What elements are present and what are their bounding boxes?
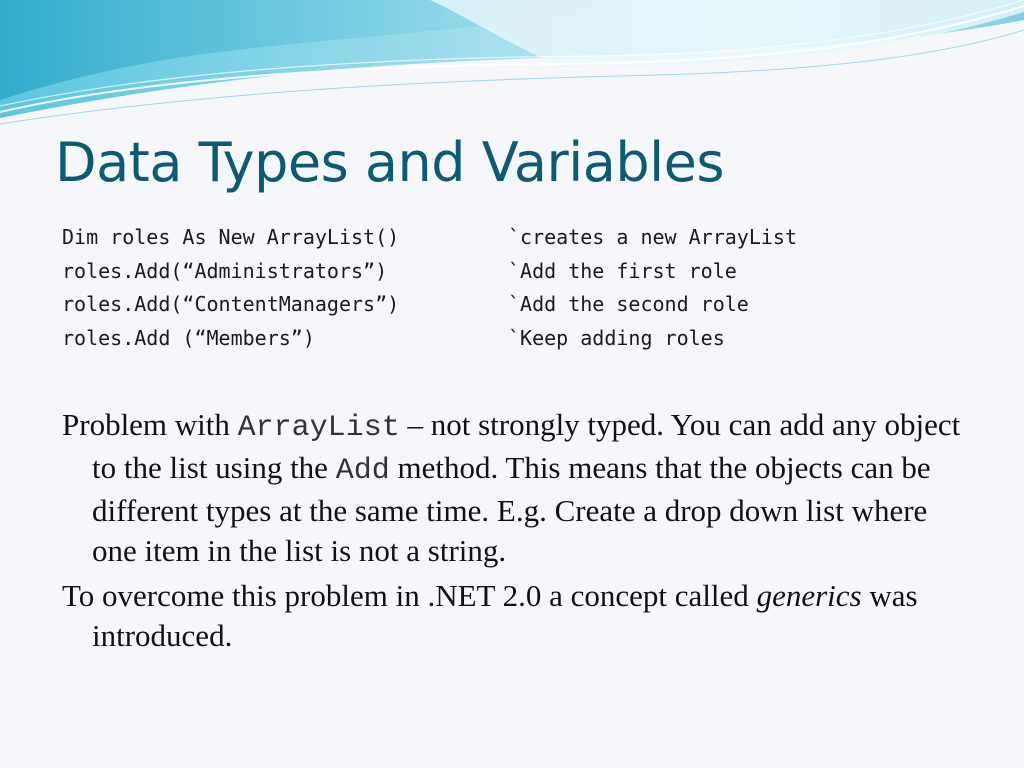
paragraph-arraylist-problem — [62, 405, 967, 571]
text-run: method. This means that the objects can be different types at the same time. E.g. Create a drop down list where one item in the list is not a string. — [92, 450, 931, 568]
emphasis-generics: generics — [756, 578, 862, 613]
slide-body — [62, 405, 967, 661]
inline-code-add: Add — [335, 454, 390, 488]
text-run: To overcome this problem in .NET 2.0 a concept called — [62, 578, 757, 613]
code-statement: roles.Add (“Members”) — [62, 325, 315, 350]
code-comment: `Add the first role — [508, 258, 737, 283]
code-line — [62, 323, 797, 357]
inline-code-arraylist: ArrayList — [237, 411, 400, 445]
code-block — [62, 222, 797, 356]
slide-title: Data Types and Variables — [55, 131, 724, 194]
code-line — [62, 289, 797, 323]
text-run: Problem with — [62, 407, 238, 442]
code-statement: roles.Add(“ContentManagers”) — [62, 292, 400, 316]
code-statement: roles.Add(“Administrators”) — [62, 258, 388, 283]
code-line — [62, 222, 797, 256]
code-line — [62, 256, 797, 290]
code-comment: `Add the second role — [508, 292, 749, 316]
code-comment: `Keep adding roles — [508, 325, 725, 350]
paragraph-generics — [62, 576, 967, 656]
code-comment: `creates a new ArrayList — [508, 225, 797, 249]
text-run: was introduced. — [92, 578, 918, 653]
code-statement: Dim roles As New ArrayList() — [62, 225, 400, 249]
header-wave-decoration — [0, 0, 1024, 130]
text-run: – not strongly typed. You can add any object to the list using the — [92, 407, 961, 485]
